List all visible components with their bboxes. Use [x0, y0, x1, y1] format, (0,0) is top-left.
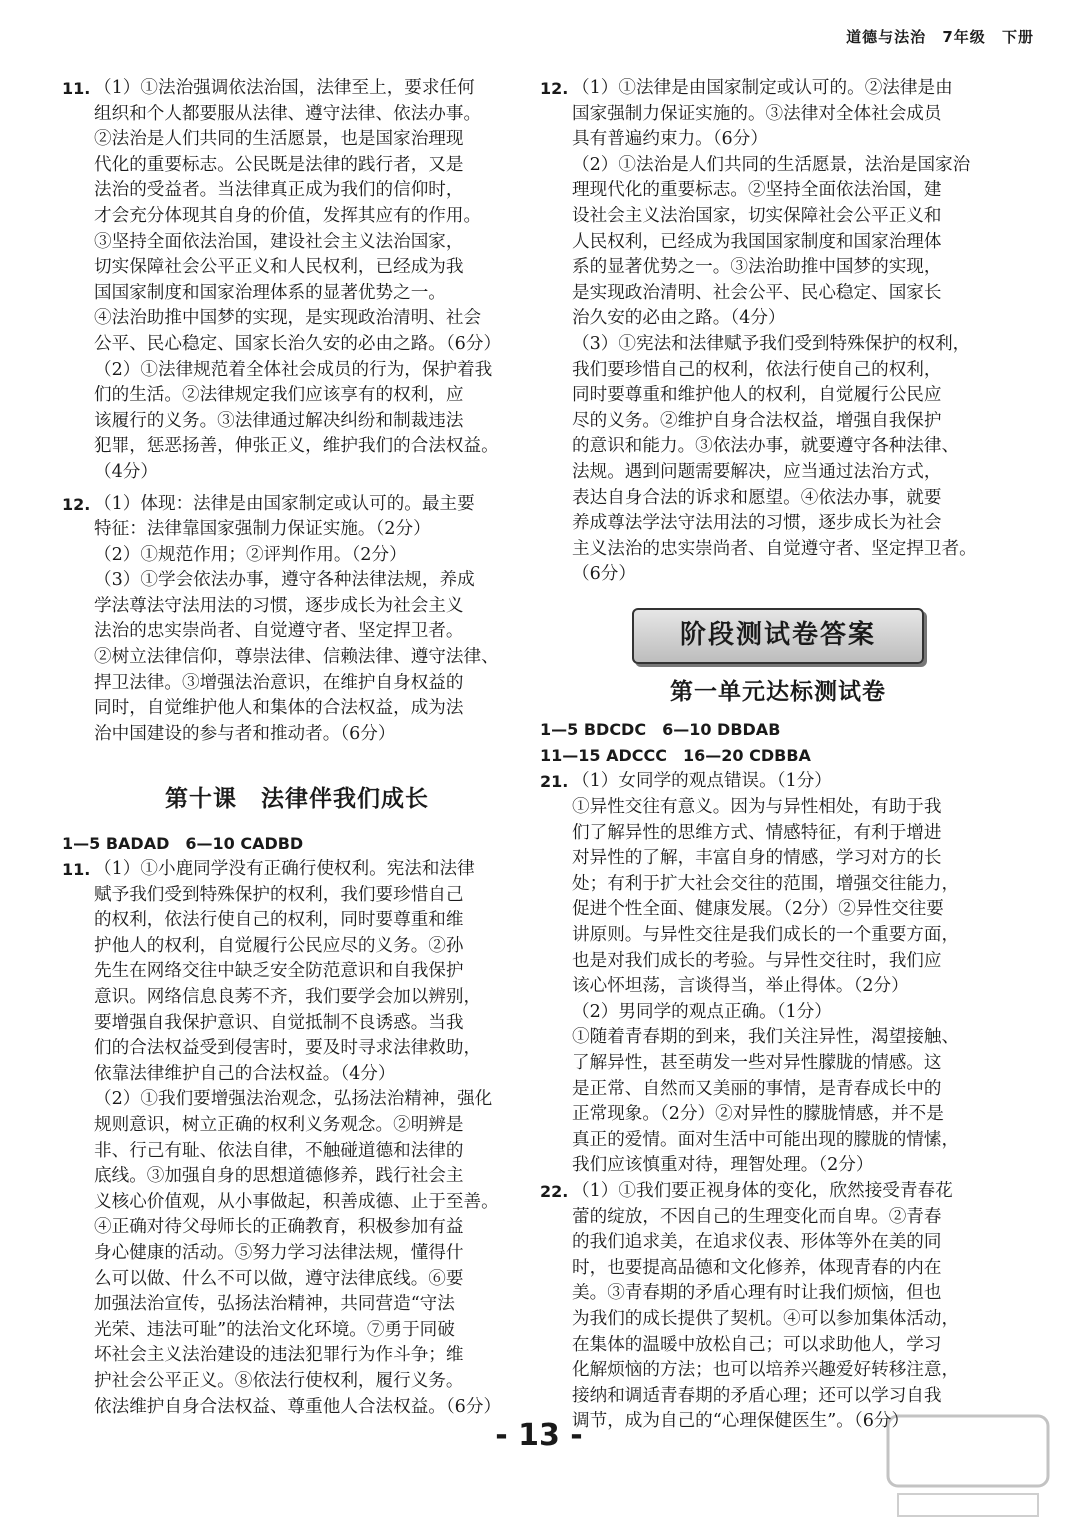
answer-line: 学法尊法守法用法的习惯，逐步成长为社会主义 [94, 595, 464, 616]
answer-line: 我们应该慎重对待，理智处理。（2分） [572, 1155, 874, 1176]
answer-line: 们的合法权益受到侵害时，要及时寻求法律救助， [94, 1038, 482, 1059]
answer-line: 对异性的了解，丰富自身的情感，学习对方的长 [572, 848, 942, 869]
answer-line: 法治的受益者。当法律真正成为我们的信仰时， [94, 180, 464, 201]
answer-line: 同时要尊重和维护他人的权利，自觉履行公民应 [572, 385, 942, 406]
answer-line: 为我们的成长提供了契机。④可以参加集体活动， [572, 1308, 960, 1329]
answer-block [62, 492, 532, 748]
answer-text [572, 76, 1016, 588]
answer-line: 依靠法律维护自己的合法权益。（4分） [94, 1063, 396, 1084]
answer-line: 要增强自我保护意识、自觉抵制不良诱惑。当我 [94, 1012, 464, 1033]
left-column [62, 76, 532, 1420]
answer-line: ②树立法律信仰，尊崇法律、信赖法律、遵守法律、 [94, 647, 499, 668]
answer-line: 正常现象。（2分）②对异性的朦胧情感，并不是 [572, 1104, 944, 1125]
answer-line: 美。③青春期的矛盾心理有时让我们烦恼，但也 [572, 1283, 942, 1304]
answer-line: （1）①小鹿同学没有正确行使权利。宪法和法律 [94, 859, 475, 880]
answer-line: （2）①规范作用；②评判作用。（2分） [94, 544, 407, 565]
answer-line: 的我们追求美，在追求仪表、形体等外在美的同 [572, 1232, 942, 1253]
answer-line: 主义法治的忠实崇尚者、自觉遵守者、坚定捍卫者。 [572, 538, 977, 559]
answer-text [94, 492, 532, 748]
answer-line: ②法治是人们共同的生活愿景，也是国家治理现 [94, 129, 464, 150]
question-number: 12. [62, 494, 91, 514]
section-banner: 阶段测试卷答案 [632, 608, 924, 664]
answer-line: （2）①法律规范着全体社会成员的行为，保护着我 [94, 359, 493, 380]
answer-line: 的权利，依法行使自己的权利，同时要尊重和维 [94, 910, 464, 931]
question-number: 21. [540, 772, 569, 792]
question-number: 22. [540, 1181, 569, 1201]
answer-line: 法治的忠实崇尚者、自觉遵守者、坚定捍卫者。 [94, 621, 464, 642]
answer-line: 切实保障社会公平正义和人民权利，已经成为我 [94, 257, 464, 278]
answer-line: 法规。遇到问题需要解决，应当通过法治方式， [572, 461, 942, 482]
answer-line: （3）①宪法和法律赋予我们受到特殊保护的权利， [572, 333, 971, 354]
answer-line: （2）①我们要增强法治观念，弘扬法治精神，强化 [94, 1089, 493, 1110]
answer-line: 系的显著优势之一。③法治助推中国梦的实现， [572, 257, 942, 278]
answer-line: （1）体现：法律是由国家制定或认可的。最主要 [94, 493, 475, 514]
answer-line: 我们要珍惜自己的权利，依法行使自己的权利， [572, 359, 942, 380]
answer-line: 该心怀坦荡，言谈得当，举止得体。（2分） [572, 976, 909, 997]
multiple-choice-answers: 1—5 BADAD 6—10 CADBD [62, 834, 304, 854]
answer-line: 该履行的义务。③法律通过解决纠纷和制裁违法 [94, 410, 464, 431]
question-number: 12. [540, 79, 569, 98]
question-number: 11. [62, 79, 91, 98]
answer-line: （1）①法律是由国家制定或认可的。②法律是由 [572, 78, 953, 98]
answer-line: 讲原则。与异性交往是我们成长的一个重要方面， [572, 925, 960, 946]
answer-line: （2）①法治是人们共同的生活愿景，法治是国家治 [572, 154, 971, 175]
answer-line: （4分） [94, 461, 158, 482]
answer-line: 护社会公平正义。⑧依法行使权利，履行义务。 [94, 1370, 464, 1391]
answer-line: 化解烦恼的方法；也可以培养兴趣爱好转移注意， [572, 1360, 960, 1381]
answer-line: 光荣、违法可耻”的法治文化环境。⑦勇于同破 [94, 1319, 455, 1340]
answer-line: 赋予我们受到特殊保护的权利，我们要珍惜自己 [94, 884, 464, 905]
answer-line: 捍卫法律。③增强法治意识，在维护自身权益的 [94, 672, 464, 693]
answer-text [572, 1179, 1016, 1435]
answer-text [572, 769, 1016, 1179]
answer-line: 非、行己有耻、依法自律，不触碰道德和法律的 [94, 1140, 464, 1161]
answer-line: （6分） [572, 564, 636, 585]
answer-line: 也是对我们成长的考验。与异性交往时，我们应 [572, 950, 942, 971]
answer-line: 养成尊法学法守法用法的习惯，逐步成长为社会 [572, 513, 942, 534]
answer-line: 依法维护自身合法权益、尊重他人合法权益。（6分） [94, 1396, 502, 1417]
answer-line: 理现代化的重要标志。②坚持全面依法治国，建 [572, 180, 942, 201]
answer-line: 了解异性，甚至萌发一些对异性朦胧的情感。这 [572, 1053, 942, 1073]
answer-line: 规则意识，树立正确的权利义务观念。②明辨是 [94, 1114, 464, 1135]
right-column [540, 76, 1016, 1435]
answer-line: 先生在网络交往中缺乏安全防范意识和自我保护 [94, 961, 464, 982]
answer-line: 是实现政治清明、社会公平、民心稳定、国家长 [572, 282, 942, 303]
answer-line: 意识。网络信息良莠不齐，我们要学会加以辨别， [94, 987, 482, 1007]
answer-line: （1）①法治强调依法治国，法律至上，要求任何 [94, 78, 475, 98]
answer-line: 才会充分体现其自身的价值，发挥其应有的作用。 [94, 205, 482, 226]
answer-line: 处；有利于扩大社会交往的范围，增强交往能力， [572, 873, 960, 894]
answer-text [94, 857, 532, 1420]
answer-line: 护他人的权利，自觉履行公民应尽的义务。②孙 [94, 935, 464, 956]
answer-block [62, 857, 532, 1420]
answer-line: 同时，自觉维护他人和集体的合法权益，成为法 [94, 698, 464, 719]
answer-line: 义核心价值观，从小事做起，积善成德、止于至善。 [94, 1191, 499, 1212]
multiple-choice-answers-1: 1—5 BDCDC 6—10 DBDAB [540, 720, 781, 740]
answer-block [540, 1179, 1016, 1435]
answer-line: 治久安的必由之路。（4分） [572, 308, 786, 329]
header-volume: 下册 [1001, 28, 1034, 46]
answer-line: 真正的爱情。面对生活中可能出现的朦胧的情愫， [572, 1129, 960, 1150]
answer-line: （2）男同学的观点正确。（1分） [572, 1001, 832, 1022]
answer-line: 尽的义务。②维护自身合法权益，增强自我保护 [572, 410, 942, 431]
answer-line: 加强法治宣传，弘扬法治精神，共同营造“守法 [94, 1294, 455, 1315]
answer-line: ④正确对待父母师长的正确教育，积极参加有益 [94, 1217, 464, 1238]
answer-line: 底线。③加强自身的思想道德修养，践行社会主 [94, 1166, 464, 1187]
answer-line: 的意识和能力。③依法办事，就要遵守各种法律、 [572, 436, 960, 457]
answer-line: 是正常、自然而又美丽的事情，是青春成长中的 [572, 1078, 942, 1099]
answer-line: 身心健康的活动。⑤努力学习法律法规，懂得什 [94, 1242, 464, 1263]
answer-block [540, 76, 1016, 588]
answer-line: （1）女同学的观点错误。（1分） [572, 771, 832, 792]
lesson-title: 第十课 法律伴我们成长 [165, 786, 429, 813]
answer-line: 蕾的绽放，不因自己的生理变化而自卑。②青春 [572, 1206, 942, 1227]
answer-line: 么可以做、什么不可以做，遵守法律底线。⑥要 [94, 1268, 464, 1289]
answer-block [540, 769, 1016, 1179]
answer-line: 犯罪，惩恶扬善，伸张正义，维护我们的合法权益。 [94, 436, 499, 457]
answer-line: 人民权利，已经成为我国国家制度和国家治理体 [572, 231, 942, 252]
multiple-choice-answers-2: 11—15 ADCCC 16—20 CDBBA [540, 746, 811, 766]
answer-line: 公平、民心稳定、国家长治久安的必由之路。（6分） [94, 333, 502, 354]
question-number: 11. [62, 860, 91, 880]
answer-line: 调节，成为自己的“心理保健医生”。（6分） [572, 1411, 910, 1432]
answer-line: 促进个性全面、健康发展。（2分）②异性交往要 [572, 899, 944, 920]
answer-line: （1）①我们要正视身体的变化，欣然接受青春花 [572, 1180, 953, 1201]
answer-text [94, 76, 532, 486]
watermark-logo [878, 1406, 1058, 1526]
answer-line: （3）①学会依法办事，遵守各种法律法规，养成 [94, 570, 475, 591]
answer-line: 接纳和调适青春期的矛盾心理；还可以学习自我 [572, 1385, 942, 1406]
answer-line: 治中国建设的参与者和推动者。（6分） [94, 723, 396, 744]
header-subject: 道德与法治 [846, 28, 927, 46]
unit-title: 第一单元达标测试卷 [670, 678, 886, 705]
answer-line: 们的生活。②法律规定我们应该享有的权利，应 [94, 385, 464, 406]
answer-line: 代化的重要标志。公民既是法律的践行者，又是 [94, 154, 464, 175]
answer-line: 们了解异性的思维方式、情感特征，有利于增进 [572, 822, 942, 843]
page-header [836, 26, 1034, 47]
answer-line: 国家强制力保证实施的。③法律对全体社会成员 [572, 103, 942, 124]
answer-line: 特征：法律靠国家强制力保证实施。（2分） [94, 519, 431, 540]
answer-line: ①随着青春期的到来，我们关注异性，渴望接触、 [572, 1027, 960, 1048]
answer-block [62, 76, 532, 486]
answer-line: 在集体的温暖中放松自己；可以求助他人，学习 [572, 1334, 942, 1355]
answer-line: ④法治助推中国梦的实现，是实现政治清明、社会 [94, 308, 482, 329]
header-grade: 7年级 [942, 28, 986, 46]
answer-line: 时，也要提高品德和文化修养，体现青春的内在 [572, 1257, 942, 1278]
answer-line: 具有普遍约束力。（6分） [572, 129, 768, 150]
answer-line: 坏社会主义法治建设的违法犯罪行为作斗争；维 [94, 1345, 464, 1366]
answer-line: ③坚持全面依法治国，建设社会主义法治国家， [94, 231, 464, 252]
answer-line: ①异性交往有意义。因为与异性相处，有助于我 [572, 797, 942, 818]
page-number: - 13 - [495, 1418, 583, 1453]
answer-line: 表达自身合法的诉求和愿望。④依法办事，就要 [572, 487, 942, 508]
answer-line: 设社会主义法治国家，切实保障社会公平正义和 [572, 205, 942, 226]
answer-line: 组织和个人都要服从法律、遵守法律、依法办事。 [94, 103, 482, 124]
answer-line: 国国家制度和国家治理体系的显著优势之一。 [94, 282, 446, 303]
